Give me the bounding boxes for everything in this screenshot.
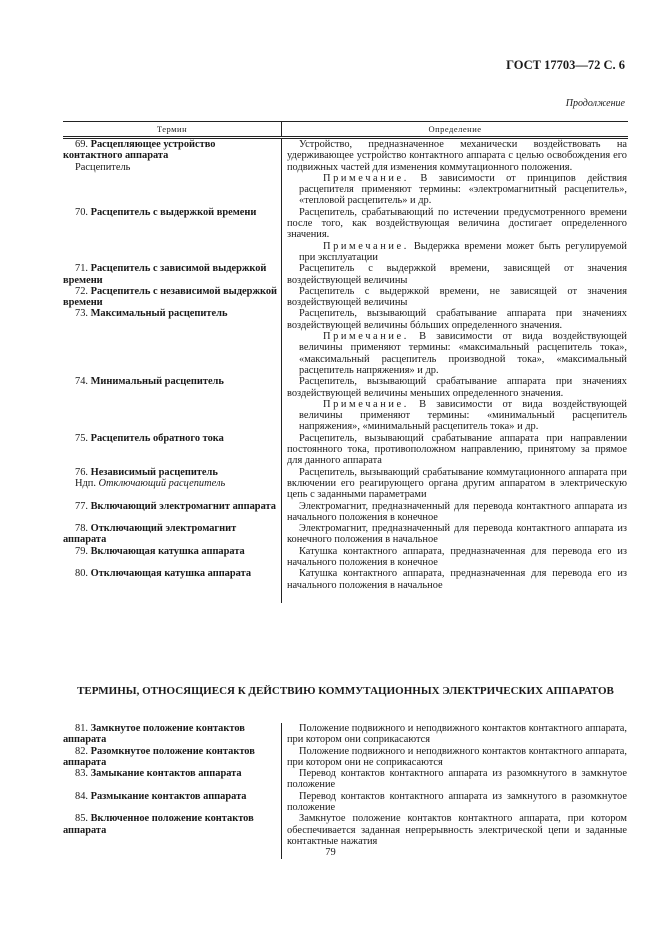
term-name: Включающий электромагнит аппарата — [90, 500, 276, 512]
term-line — [63, 523, 277, 546]
definition-text: Перевод контактов контактного аппарата из замкнутого в разомкнутое положение — [287, 790, 627, 814]
term-cell — [63, 501, 281, 524]
term-number: 84. — [75, 790, 88, 802]
note-label: Примечание. — [323, 240, 409, 252]
term-number: 82. — [75, 745, 88, 757]
note-text: Выдержка времени может быть регулируемой при эксплуатации — [299, 240, 627, 263]
definition-cell — [281, 768, 628, 791]
term-name: Отключающий электромагнит аппарата — [63, 523, 237, 546]
term-number: 83. — [75, 768, 88, 780]
note-label: Примечание. — [323, 398, 409, 410]
term-cell — [63, 768, 281, 791]
term-number: 76. — [75, 466, 88, 478]
table-body — [63, 139, 628, 603]
header-term: Термин — [156, 124, 188, 134]
term-name: Независимый расцепитель — [90, 466, 218, 478]
table-end — [63, 591, 628, 603]
definition-cell — [281, 433, 628, 467]
term-number: 70. — [75, 206, 88, 218]
term-cell — [63, 723, 281, 746]
definition-cell — [281, 523, 628, 546]
term-number: 77. — [75, 500, 88, 512]
term-line — [63, 568, 277, 579]
term-line — [63, 308, 277, 319]
term-number: 81. — [75, 723, 88, 734]
term-number: 85. — [75, 813, 88, 825]
term-number: 78. — [75, 523, 88, 535]
table-row — [63, 139, 628, 207]
term-name: Разомкнутое положение контактов аппарата — [63, 745, 255, 768]
term-line — [63, 207, 277, 218]
term-cell — [63, 263, 281, 286]
term-cell — [63, 433, 281, 467]
definition-text: Положение подвижного и неподвижного контактов контактного аппарата, при котором они соприкасаются — [287, 723, 627, 746]
table-row — [63, 723, 628, 746]
term-line — [63, 286, 277, 309]
table-body-2 — [63, 723, 628, 859]
table-row — [63, 768, 628, 791]
term-cell — [63, 746, 281, 769]
synonym-text: Расцепитель — [75, 161, 131, 173]
synonym-text: Отключающий расцепитель — [98, 477, 226, 489]
definition-text: Расцепитель, срабатывающий по истечении предусмотренного времени после того, как воздействующая величина достигает определенного значения. — [287, 206, 627, 241]
terms-table-2 — [63, 723, 628, 859]
term-name: Расцепитель обратного тока — [90, 432, 224, 444]
table-row — [63, 433, 628, 467]
term-line — [63, 263, 277, 286]
term-cell — [63, 523, 281, 546]
definition-note — [287, 399, 627, 433]
term-line — [63, 501, 277, 512]
definition-text: Расцепитель, вызывающий срабатывание аппарата при значениях воздействующей величины меньших определенного значения. — [287, 376, 627, 399]
term-line — [63, 467, 277, 478]
definition-text: Замкнутое положение контактов контактного аппарата, при котором обеспечивается заданная непрерывность электрической цепи и заданные контактные нажатия — [287, 813, 627, 847]
table-row — [63, 546, 628, 569]
term-cell — [63, 467, 281, 501]
term-line — [63, 791, 277, 802]
definition-text: Электромагнит, предназначенный для перевода контактного аппарата из начального положения в конечное — [287, 500, 627, 523]
term-name: Включающая катушка аппарата — [90, 545, 245, 557]
note-label: Примечание. — [323, 172, 409, 184]
term-line — [63, 376, 277, 387]
term-number: 71. — [75, 263, 88, 275]
page-number: 79 — [325, 847, 336, 858]
definition-text: Расцепитель, вызывающий срабатывание аппарата при значениях воздействующей величины бóльших определенного значения. — [287, 308, 627, 331]
continuation-label: Продолжение — [565, 98, 625, 109]
term-number: 80. — [75, 568, 88, 580]
note-text: В зависимости от вида воздействующей величины применяют термины: «минимальный расцепитель напряжения», «минимальный расцепитель тока» и др. — [299, 398, 627, 433]
definition-cell — [281, 813, 628, 847]
term-number: 73. — [75, 308, 88, 320]
term-line — [63, 723, 277, 746]
definition-cell — [281, 568, 628, 591]
document-reference: ГОСТ 17703—72 С. 6 — [506, 58, 625, 72]
synonym-prefix: Ндп. — [75, 477, 99, 489]
definition-note — [287, 173, 627, 207]
definition-text: Перевод контактов контактного аппарата из разомкнутого в замкнутое положение — [287, 768, 627, 791]
term-cell — [63, 568, 281, 591]
definition-cell — [281, 791, 628, 814]
term-number: 69. — [75, 139, 88, 150]
term-line — [63, 546, 277, 557]
note-text: В зависимости от принципов действия расцепителя применяют термины: «электромагнитный расцепитель», «тепловой расцепитель» и др. — [299, 172, 627, 207]
table-row — [63, 501, 628, 524]
term-cell — [63, 308, 281, 376]
table-row — [63, 791, 628, 814]
section-heading: ТЕРМИНЫ, ОТНОСЯЩИЕСЯ К ДЕЙСТВИЮ КОММУТАЦИОННЫХ ЭЛЕКТРИЧЕСКИХ АППАРАТОВ — [77, 685, 614, 697]
table-row — [63, 568, 628, 591]
definition-cell — [281, 207, 628, 263]
term-number: 72. — [75, 285, 88, 297]
term-name: Расцепляющее устройство контактного аппарата — [63, 139, 216, 162]
definition-text: Устройство, предназначенное механически воздействовать на удерживающее устройство контактного аппарата с целью освобождения его подвижных частей для изменения коммутационного положения. — [287, 139, 627, 173]
definition-text: Катушка контактного аппарата, предназначенная для перевода его из начального положения в начальное — [287, 568, 627, 591]
term-synonym — [63, 162, 277, 173]
definition-text: Расцепитель, вызывающий срабатывание аппарата при направлении постоянного тока, противоположном направлению, принятому за прямое для данного аппарата — [287, 432, 627, 467]
term-cell — [63, 207, 281, 263]
term-line — [63, 746, 277, 769]
term-name: Расцепитель с зависимой выдержкой времени — [63, 263, 267, 286]
note-text: В зависимости от вида воздействующей величины применяют термины: «максимальный расцепитель тока», «максимальный расцепитель производной тока», «максимальный расцепитель напряжения» и др. — [299, 331, 627, 376]
term-name: Расцепитель с независимой выдержкой времени — [63, 285, 278, 309]
table-header — [63, 121, 628, 139]
table-row — [63, 523, 628, 546]
term-name: Замкнутое положение контактов аппарата — [63, 723, 245, 746]
term-cell — [63, 546, 281, 569]
definition-cell — [281, 308, 628, 376]
term-number: 75. — [75, 432, 88, 444]
definition-text: Расцепитель с выдержкой времени, не зависящей от значения воздействующей величины — [287, 285, 627, 309]
definition-cell — [281, 723, 628, 746]
term-number: 79. — [75, 545, 88, 557]
definition-cell — [281, 286, 628, 309]
definition-text: Катушка контактного аппарата, предназначенная для перевода его из начального положения в конечное — [287, 545, 627, 568]
table-row — [63, 467, 628, 501]
definition-text: Положение подвижного и неподвижного контактов контактного аппарата, при котором они не соприкасаются — [287, 745, 627, 768]
term-name: Замыкание контактов аппарата — [90, 768, 242, 780]
definition-cell — [281, 546, 628, 569]
table-row — [63, 286, 628, 309]
table-row — [63, 308, 628, 376]
term-line — [63, 139, 277, 162]
term-cell — [63, 286, 281, 309]
note-label: Примечание. — [323, 331, 409, 343]
definition-cell — [281, 139, 628, 207]
term-name: Максимальный расцепитель — [90, 308, 228, 320]
definition-text: Электромагнит, предназначенный для перевода контактного аппарата из конечного положения в начальное — [287, 523, 627, 546]
term-cell — [63, 376, 281, 432]
table-row — [63, 263, 628, 286]
definition-note — [287, 241, 627, 264]
term-cell — [63, 813, 281, 847]
definition-cell — [281, 501, 628, 524]
definition-cell — [281, 746, 628, 769]
term-name: Включенное положение контактов аппарата — [63, 813, 254, 836]
terms-table — [63, 121, 628, 603]
term-line — [63, 813, 277, 836]
definition-cell — [281, 263, 628, 286]
header-definition: Определение — [281, 122, 628, 136]
term-cell — [63, 139, 281, 207]
term-synonym — [63, 478, 277, 489]
table-row — [63, 746, 628, 769]
term-number: 74. — [75, 376, 88, 388]
definition-cell — [281, 467, 628, 501]
term-line — [63, 768, 277, 779]
term-name: Расцепитель с выдержкой времени — [90, 206, 257, 218]
definition-text: Расцепитель, вызывающий срабатывание коммутационного аппарата при включении его реагирующего органа другим аппаратом в электрическую цепь с заданными параметрами — [287, 466, 627, 501]
term-name: Отключающая катушка аппарата — [90, 568, 252, 580]
definition-cell — [281, 376, 628, 432]
definition-note — [287, 331, 627, 376]
term-cell — [63, 791, 281, 814]
table-row — [63, 376, 628, 432]
definition-text: Расцепитель с выдержкой времени, зависящей от значения воздействующей величины — [287, 263, 627, 286]
term-line — [63, 433, 277, 444]
table-row — [63, 813, 628, 847]
term-name: Размыкание контактов аппарата — [90, 790, 247, 802]
table-row — [63, 207, 628, 263]
term-name: Минимальный расцепитель — [90, 376, 224, 388]
